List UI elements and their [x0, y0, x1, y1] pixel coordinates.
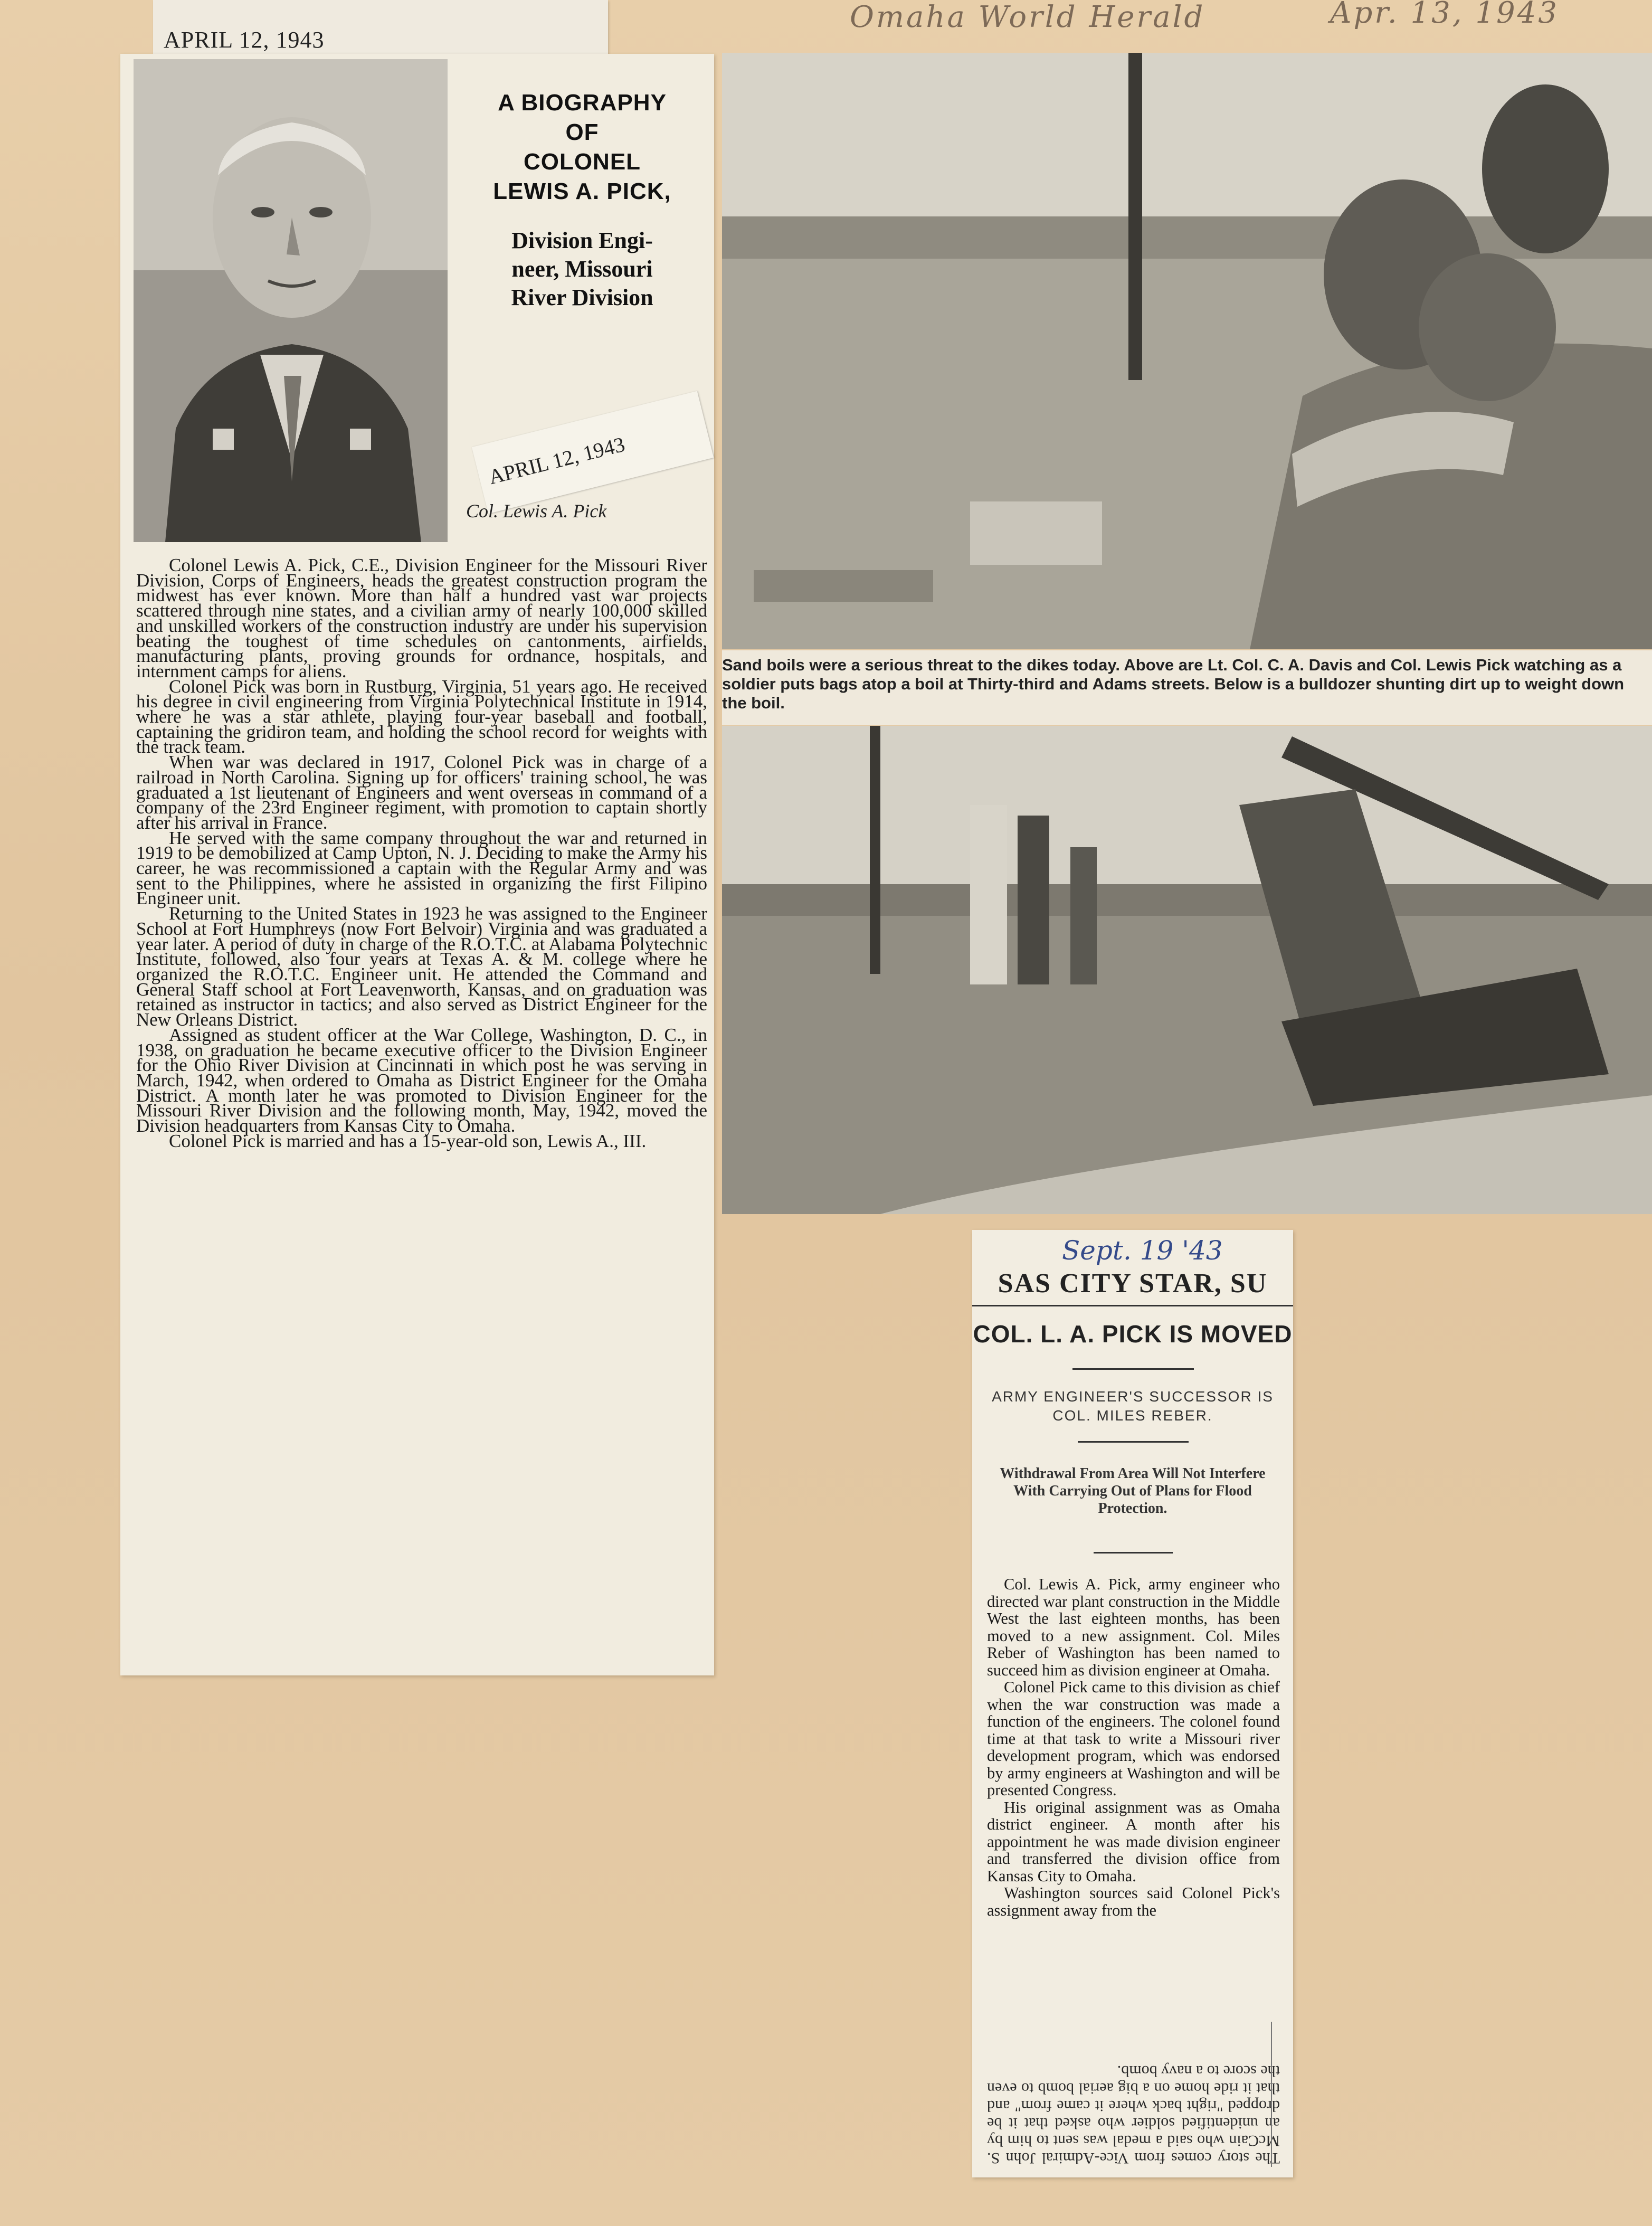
handwritten-date: Sept. 19 '43	[1062, 1235, 1223, 1266]
title-line: OF	[565, 119, 599, 145]
headline: COL. L. A. PICK IS MOVED	[973, 1320, 1293, 1348]
subtitle	[458, 226, 706, 312]
date-stamp-slip	[472, 391, 714, 514]
paragraph: He served with the same company throughout the war and returned in 1919 to be demobilized at Camp Upton, N. J. Deciding to make the Army his career, he was recommissioned a captain with the Regular Army and was sent to the Philippines, where he assisted in organizing the first Filipino Engineer unit.	[136, 827, 707, 909]
newspaper-masthead: SAS CITY STAR, SU	[998, 1268, 1268, 1299]
divider	[1078, 1441, 1189, 1443]
portrait-photo	[134, 59, 448, 542]
column-rule	[1271, 2022, 1293, 2167]
paragraph: When war was declared in 1917, Colonel Pick was in charge of a railroad in North Carolina. Signing up for officers' training school, he was graduated a 1st lieutenant of Engineers and went overseas in command of a company of the 23rd Engineer regiment, with promotion to captain shortly after his arrival in France.	[136, 752, 707, 833]
bulldozer-scene	[722, 726, 1652, 1214]
date-stamp-text: APRIL 12, 1943	[486, 432, 628, 489]
paragraph: Col. Lewis A. Pick, army engineer who directed war plant construction in the Middle West the last eighteen months, has been moved to a new assignment. Col. Miles Reber of Washington has been named to succeed him as division engineer at Omaha.	[987, 1575, 1280, 1679]
title-line: LEWIS A. PICK,	[493, 178, 671, 204]
subtitle-line: River Division	[511, 285, 653, 310]
divider	[1094, 1552, 1173, 1554]
paragraph: His original assignment was as Omaha district engineer. A month after his appointment he was made division engineer and transferred the division office from Kansas City to Omaha.	[987, 1798, 1280, 1885]
title-line: COLONEL	[523, 149, 641, 175]
newspaper-name-handwriting: Omaha World Herald	[850, 0, 1205, 34]
biography-heading	[458, 88, 706, 312]
biography-clipping	[120, 54, 714, 1675]
date-handwriting: Apr. 13, 1943	[1330, 0, 1559, 30]
paragraph: Returning to the United States in 1923 he was assigned to the Engineer School at Fort Humphreys (now Fort Belvoir) Virginia and was graduated a year later. A period of duty in charge of the R.O.T.C. at Alabama Polytechnic Institute, followed, also four years at Texas A. & M. college where he organized the R.O.T.C. Engineer unit. He attended the Command and General Staff school at Fort Leavenworth, Kansas, and on graduation was retained as instructor in tactics; and also served as District Engineer for the New Orleans District.	[136, 903, 707, 1030]
portrait-caption: Col. Lewis A. Pick	[466, 500, 607, 522]
subtitle-line: Division Engi-	[511, 228, 653, 253]
subhead: ARMY ENGINEER'S SUCCESSOR IS COL. MILES REBER.	[992, 1388, 1274, 1424]
sandbag-photo	[722, 53, 1652, 649]
paragraph: Colonel Pick is married and has a 15-year-old son, Lewis A., III.	[169, 1130, 647, 1151]
paragraph: Colonel Lewis A. Pick, C.E., Division Engineer for the Missouri River Division, Corps of Engineers, heads the greatest construction program the midwest has ever known. More than half a hundred vast war projects scattered through nine states, and a civilian army of nearly 100,000 skilled and unskilled workers of the construction industry are under his supervision beating the toughest of time schedules on cantonments, airfields, manufacturing plants, proving grounds for ordnance, hospitals, and internment camps for aliens.	[136, 555, 707, 681]
subtitle-line: neer, Missouri	[511, 256, 653, 282]
paragraph: Colonel Pick came to this division as chief when the war construction was made a function of the engineers. The colonel found time at that task to write a Missouri river development program, which was endorsed by army engineers at Washington and will be presented Congress.	[987, 1678, 1280, 1799]
bulldozer-photo	[722, 726, 1652, 1214]
sandbag-scene	[722, 53, 1652, 649]
photo-caption-text: Sand boils were a serious threat to the dikes today. Above are Lt. Col. C. A. Davis and Col. Lewis Pick watching as a soldier puts bags atop a boil at Thirty-third and Adams streets. Below is a bulldozer shunting dirt up to weight down the boil.	[722, 656, 1625, 712]
title-line: A BIOGRAPHY	[498, 90, 667, 116]
date-tab-text: APRIL 12, 1943	[164, 27, 325, 53]
masthead-rule	[972, 1305, 1293, 1306]
photo-caption	[722, 650, 1652, 725]
date-tab-clipping	[153, 0, 608, 58]
portrait-illustration	[134, 59, 448, 542]
divider	[1072, 1368, 1194, 1370]
paragraph: Colonel Pick was born in Rustburg, Virginia, 51 years ago. He received his degree in civil engineering from Virginia Polytechnical Institute in 1914, where he was a star athlete, playing four-year baseball and football, captaining the gridiron team, and holding the school record for weights with the track team.	[136, 676, 707, 757]
deck: Withdrawal From Area Will Not Interfere With Carrying Out of Plans for Flood Protection.	[1000, 1465, 1266, 1517]
kansas-city-star-clipping	[972, 1230, 1293, 2177]
article-body	[987, 1576, 1280, 1919]
paragraph: Assigned as student officer at the War College, Washington, D. C., in 1938, on graduation he became executive officer to the Division Engineer for the Ohio River Division at Cincinnati in which post he was serving in March, 1942, when ordered to Omaha as District Engineer for the Omaha District. A month later he was promoted to Division Engineer for the Missouri River Division and the following month, May, 1942, moved the Division headquarters from Kansas City to Omaha.	[136, 1024, 707, 1136]
biography-body	[136, 555, 707, 1151]
paragraph: Washington sources said Colonel Pick's assignment away from the	[987, 1884, 1280, 1919]
upside-down-text: The story comes from Vice-Admiral John S. McCain who said a medal was sent to him by an unidentified soldier who asked that it be dropped "right back where it came from" and that it ride home on a big aerial bomb to even the score to a navy bomb.	[987, 2062, 1280, 2167]
